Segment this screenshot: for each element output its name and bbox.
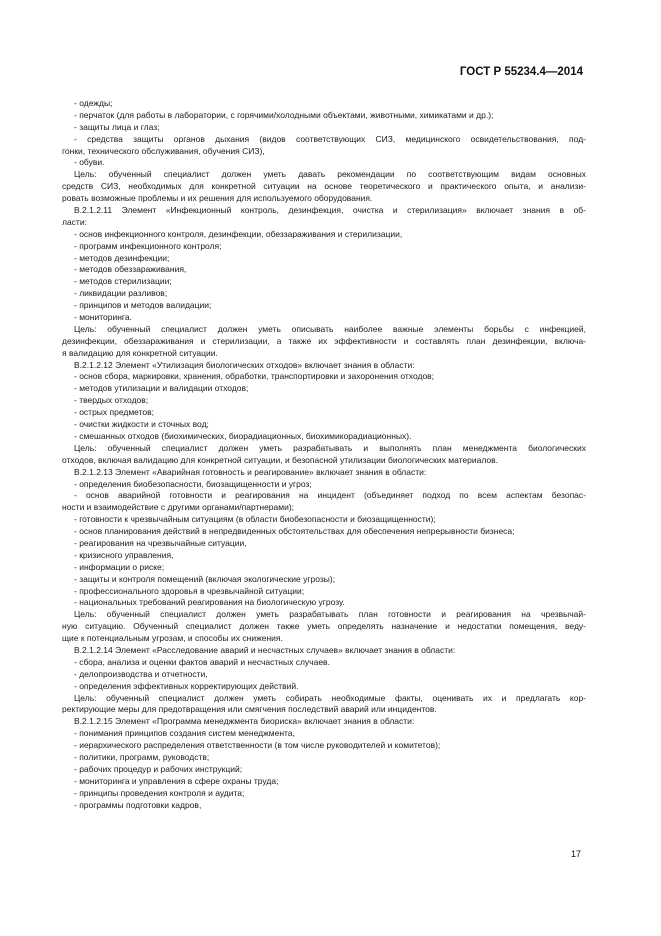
text-line: - сбора, анализа и оценки фактов аварий и несчастных случаев. bbox=[74, 656, 330, 667]
text-line: отходов, включая валидацию для конкретной ситуации, и безопасной утилизации биологических материалов. bbox=[62, 454, 498, 465]
text-line: - методов стерилизации; bbox=[74, 276, 172, 287]
text-line: - программ инфекционного контроля; bbox=[74, 240, 222, 251]
text-line: дезинфекции, обеззараживания и стерилизации, а также их эффективности и составлять план дезинфекции, включа- bbox=[62, 335, 586, 346]
text-line: В.2.1.2.12 Элемент «Утилизация биологических отходов» включает знания в области: bbox=[74, 359, 415, 370]
text-line: - национальных требований реагирования на биологическую угрозу. bbox=[74, 597, 345, 608]
text-line: - политики, программ, руководств; bbox=[74, 751, 210, 762]
text-line: - основ аварийной готовности и реагирования на инцидент (объединяет подход по всем аспектам безопас- bbox=[74, 490, 586, 501]
text-line: - защиты и контроля помещений (включая экологические угрозы); bbox=[74, 573, 336, 584]
text-line: - готовности к чрезвычайным ситуациям (в области биобезопасности и биозащищенности); bbox=[74, 514, 436, 525]
document-body bbox=[62, 98, 586, 811]
document-standard-id: ГОСТ Р 55234.4—2014 bbox=[459, 66, 583, 78]
text-line: - принципы проведения контроля и аудита; bbox=[74, 787, 245, 798]
text-line: - одежды; bbox=[74, 98, 113, 108]
text-line: Цель: обученный специалист должен уметь описывать наиболее важные элементы борьбы с инфекцией, bbox=[74, 323, 586, 334]
text-line: В.2.1.2.11 Элемент «Инфекционный контроль, дезинфекция, очистка и стерилизация» включает знания в об- bbox=[74, 205, 586, 216]
text-line: В.2.1.2.15 Элемент «Программа менеджмента биориска» включает знания в области: bbox=[74, 716, 415, 727]
text-line: я валидацию для конкретной ситуации. bbox=[62, 347, 218, 358]
text-line: ную ситуацию. Обученный специалист должен также уметь определять назначение и недостатки помещения, веду- bbox=[62, 621, 586, 632]
text-line: - защиты лица и глаз; bbox=[74, 121, 160, 132]
text-line: гонки, технического обслуживания, обучения СИЗ), bbox=[62, 145, 265, 156]
text-line: - иерархического распределения ответственности (в том числе руководителей и комитетов); bbox=[74, 740, 441, 751]
page-number: 17 bbox=[570, 849, 581, 859]
text-line: ровать возможные проблемы и их решения для используемого оборудования. bbox=[62, 193, 373, 204]
text-line: - реагирования на чрезвычайные ситуации, bbox=[74, 537, 247, 548]
text-line: - мониторинга. bbox=[74, 312, 132, 323]
text-line: - методов утилизации и валидации отходов; bbox=[74, 383, 249, 394]
text-line: ласти: bbox=[62, 216, 87, 227]
text-line: Цель: обученный специалист должен уметь давать рекомендации по соответствующим видам основных bbox=[74, 169, 586, 180]
text-line: - кризисного управления, bbox=[74, 549, 174, 560]
text-line: В.2.1.2.14 Элемент «Расследование аварий и несчастных случаев» включает знания в области: bbox=[74, 644, 456, 655]
text-line: - определения эффективных корректирующих действий. bbox=[74, 680, 299, 691]
text-line: - профессионального здоровья в чрезвычайной ситуации; bbox=[74, 585, 305, 596]
text-line: - смешанных отходов (биохимических, биорадиационных, биохимикорадиационных). bbox=[74, 430, 412, 441]
text-line: - основ инфекционного контроля, дезинфекции, обеззараживания и стерилизации, bbox=[74, 228, 403, 239]
text-line: ректирующие меры для предотвращения или смягчения последствий аварий или инцидентов. bbox=[62, 704, 437, 715]
text-line: ности и взаимодействие с другими органами/партнерами); bbox=[62, 502, 295, 513]
text-line: - острых предметов; bbox=[74, 407, 155, 418]
text-line: - мониторинга и управления в сфере охраны труда; bbox=[74, 775, 279, 786]
text-line: - информации о риске; bbox=[74, 561, 165, 572]
text-line: - понимания принципов создания систем менеджмента, bbox=[74, 728, 295, 739]
text-line: - средства защиты органов дыхания (видов соответствующих СИЗ, медицинского освидетельствования, под- bbox=[74, 133, 586, 144]
text-line: - принципов и методов валидации; bbox=[74, 300, 212, 311]
text-line: - определения биобезопасности, биозащищенности и угроз; bbox=[74, 478, 312, 489]
text-line: - очистки жидкости и сточных вод; bbox=[74, 419, 209, 430]
text-line: - перчаток (для работы в лаборатории, с горячими/холодными объектами, животными, химикатами и др.); bbox=[74, 109, 494, 120]
text-line: - рабочих процедур и рабочих инструкций; bbox=[74, 763, 243, 774]
text-line: - делопроизводства и отчетности, bbox=[74, 668, 208, 679]
text-line: Цель: обученный специалист должен уметь разрабатывать план готовности и реагирования на чрезвычай- bbox=[74, 609, 586, 620]
text-line: - основ планирования действий в непредвиденных обстоятельствах для обеспечения непрерывности бизнеса; bbox=[74, 526, 515, 537]
text-line: - основ сбора, маркировки, хранения, обработки, транспортировки и захоронения отходов; bbox=[74, 371, 435, 382]
text-line: Цель: обученный специалист должен уметь собирать необходимые факты, оценивать их и предлагать кор- bbox=[74, 692, 586, 703]
text-line: В.2.1.2.13 Элемент «Аварийная готовность и реагирование» включает знания в области: bbox=[74, 466, 427, 477]
text-line: - программы подготовки кадров, bbox=[74, 799, 202, 810]
text-line: средств СИЗ, необходимых для конкретной ситуации на основе теоретического и практического опыта, и анализи- bbox=[62, 181, 586, 192]
text-line: - обуви. bbox=[74, 157, 105, 168]
text-line: - твердых отходов; bbox=[74, 395, 149, 406]
text-line: - методов дезинфекции; bbox=[74, 252, 170, 263]
text-line: - ликвидации разливов; bbox=[74, 288, 168, 299]
text-line: - методов обеззараживания, bbox=[74, 264, 187, 275]
text-line: Цель: обученный специалист должен уметь разрабатывать и выполнять план менеджмента биологических bbox=[74, 442, 586, 453]
text-line: щие к потенциальным угрозам, и способы их снижения. bbox=[62, 633, 283, 644]
